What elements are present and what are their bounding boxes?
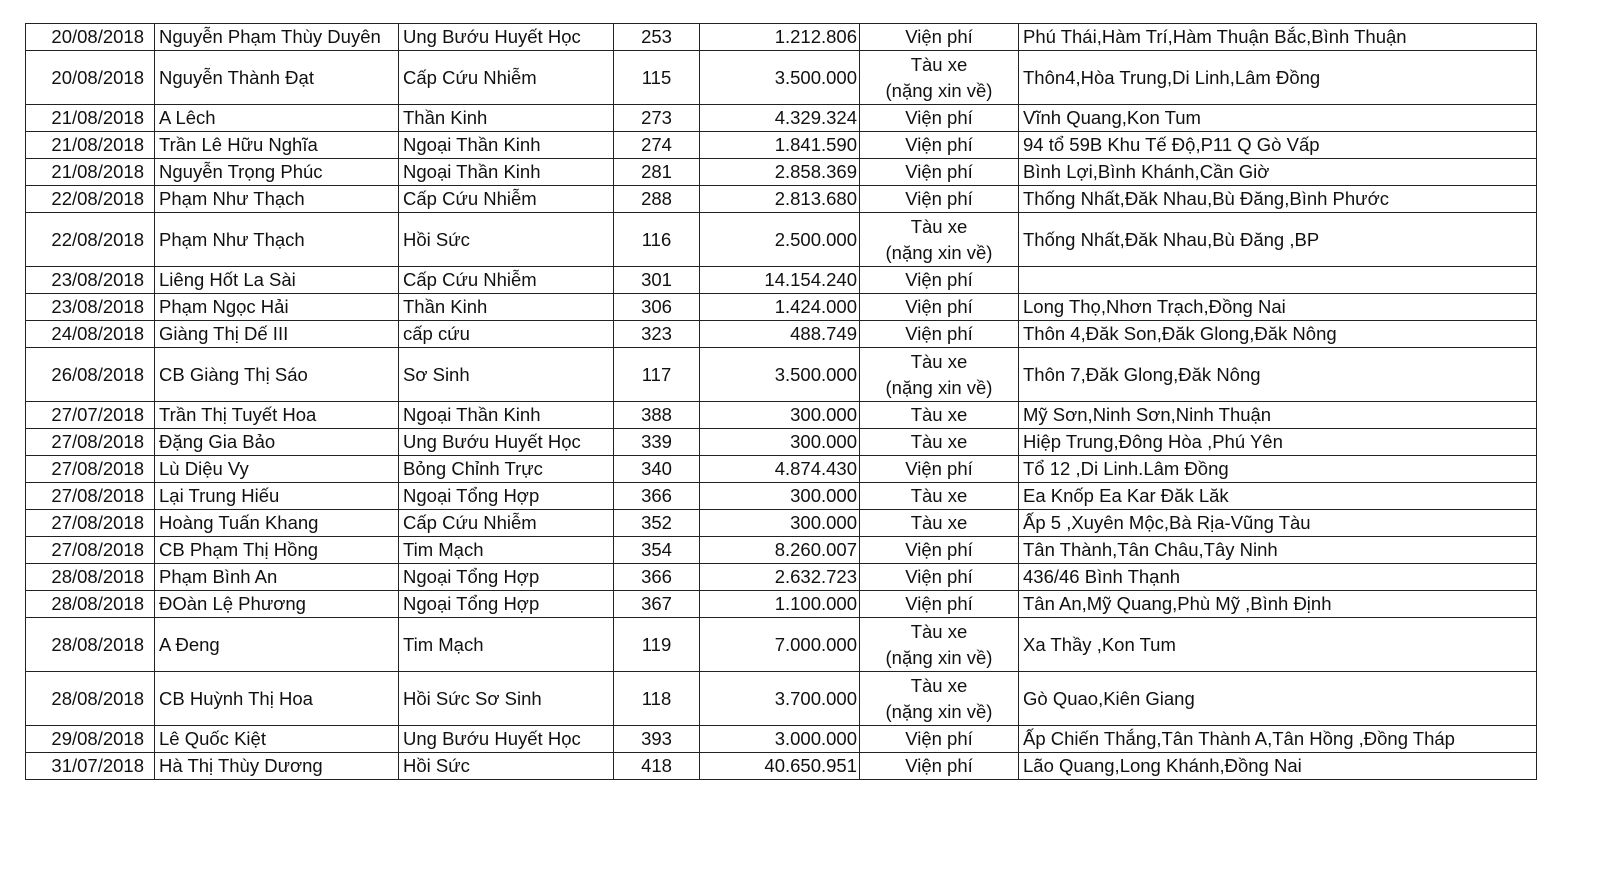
address-cell bbox=[1019, 267, 1537, 294]
type-line: Viện phí bbox=[905, 134, 973, 155]
type-line: Viện phí bbox=[905, 188, 973, 209]
amount-cell: 3.700.000 bbox=[700, 672, 860, 726]
date-cell: 23/08/2018 bbox=[26, 267, 155, 294]
department-cell: Thần Kinh bbox=[399, 105, 614, 132]
department-cell: Hồi Sức bbox=[399, 753, 614, 780]
number-cell: 366 bbox=[614, 483, 700, 510]
amount-cell: 3.500.000 bbox=[700, 348, 860, 402]
name-cell: CB Giàng Thị Sáo bbox=[155, 348, 399, 402]
type-cell bbox=[860, 753, 1019, 780]
type-cell bbox=[860, 267, 1019, 294]
type-line: Tàu xe bbox=[910, 512, 968, 533]
type-line: Viện phí bbox=[905, 296, 973, 317]
department-cell: Ung Bướu Huyết Học bbox=[399, 726, 614, 753]
type-line: Tàu xe bbox=[910, 485, 968, 506]
department-cell: Ngoại Thần Kinh bbox=[399, 132, 614, 159]
address-cell: Thống Nhất,Đăk Nhau,Bù Đăng ,BP bbox=[1019, 213, 1537, 267]
address-cell: Ấp 5 ,Xuyên Mộc,Bà Rịa-Vũng Tàu bbox=[1019, 510, 1537, 537]
table-row bbox=[26, 132, 1537, 159]
type-line: (nặng xin về) bbox=[885, 376, 993, 398]
type-cell bbox=[860, 321, 1019, 348]
amount-cell: 2.500.000 bbox=[700, 213, 860, 267]
type-line: Viện phí bbox=[905, 755, 973, 776]
table-row bbox=[26, 105, 1537, 132]
date-cell: 27/08/2018 bbox=[26, 429, 155, 456]
number-cell: 388 bbox=[614, 402, 700, 429]
number-cell: 115 bbox=[614, 51, 700, 105]
table-row bbox=[26, 537, 1537, 564]
name-cell: Nguyễn Trọng Phúc bbox=[155, 159, 399, 186]
date-cell: 29/08/2018 bbox=[26, 726, 155, 753]
department-cell: Thần Kinh bbox=[399, 294, 614, 321]
table-body bbox=[26, 24, 1537, 780]
address-cell: 436/46 Bình Thạnh bbox=[1019, 564, 1537, 591]
table-row bbox=[26, 726, 1537, 753]
name-cell: Nguyễn Thành Đạt bbox=[155, 51, 399, 105]
amount-cell: 300.000 bbox=[700, 483, 860, 510]
type-line: Tàu xe bbox=[910, 350, 968, 372]
date-cell: 28/08/2018 bbox=[26, 672, 155, 726]
name-cell: A Lêch bbox=[155, 105, 399, 132]
amount-cell: 2.813.680 bbox=[700, 186, 860, 213]
date-cell: 27/07/2018 bbox=[26, 402, 155, 429]
date-cell: 28/08/2018 bbox=[26, 618, 155, 672]
type-cell bbox=[860, 402, 1019, 429]
name-cell: Hà Thị Thùy Dương bbox=[155, 753, 399, 780]
department-cell: Ngoại Tổng Hợp bbox=[399, 564, 614, 591]
address-cell: Lão Quang,Long Khánh,Đồng Nai bbox=[1019, 753, 1537, 780]
table-row bbox=[26, 186, 1537, 213]
number-cell: 253 bbox=[614, 24, 700, 51]
type-line: Viện phí bbox=[905, 593, 973, 614]
department-cell: Hồi Sức Sơ Sinh bbox=[399, 672, 614, 726]
type-line: Tàu xe bbox=[910, 215, 968, 237]
table-row bbox=[26, 51, 1537, 105]
name-cell: A Đeng bbox=[155, 618, 399, 672]
table-row bbox=[26, 267, 1537, 294]
amount-cell: 300.000 bbox=[700, 510, 860, 537]
address-cell: Hiệp Trung,Đông Hòa ,Phú Yên bbox=[1019, 429, 1537, 456]
address-cell: Thống Nhất,Đăk Nhau,Bù Đăng,Bình Phước bbox=[1019, 186, 1537, 213]
date-cell: 27/08/2018 bbox=[26, 483, 155, 510]
table-row bbox=[26, 402, 1537, 429]
number-cell: 323 bbox=[614, 321, 700, 348]
department-cell: Ngoại Tổng Hợp bbox=[399, 483, 614, 510]
type-line: Viện phí bbox=[905, 458, 973, 479]
date-cell: 28/08/2018 bbox=[26, 564, 155, 591]
amount-cell: 300.000 bbox=[700, 402, 860, 429]
number-cell: 306 bbox=[614, 294, 700, 321]
name-cell: Giàng Thị Dế III bbox=[155, 321, 399, 348]
type-cell bbox=[860, 294, 1019, 321]
name-cell: Hoàng Tuấn Khang bbox=[155, 510, 399, 537]
number-cell: 352 bbox=[614, 510, 700, 537]
date-cell: 22/08/2018 bbox=[26, 186, 155, 213]
number-cell: 366 bbox=[614, 564, 700, 591]
address-cell: Thôn 4,Đăk Son,Đăk Glong,Đăk Nông bbox=[1019, 321, 1537, 348]
type-cell bbox=[860, 726, 1019, 753]
type-cell bbox=[860, 213, 1019, 267]
type-line: Viện phí bbox=[905, 107, 973, 128]
number-cell: 118 bbox=[614, 672, 700, 726]
address-cell: Tổ 12 ,Di Linh.Lâm Đồng bbox=[1019, 456, 1537, 483]
amount-cell: 4.329.324 bbox=[700, 105, 860, 132]
type-line: Tàu xe bbox=[910, 620, 968, 642]
type-cell bbox=[860, 429, 1019, 456]
number-cell: 281 bbox=[614, 159, 700, 186]
department-cell: Cấp Cứu Nhiễm bbox=[399, 510, 614, 537]
name-cell: Lù Diệu Vy bbox=[155, 456, 399, 483]
name-cell: CB Huỳnh Thị Hoa bbox=[155, 672, 399, 726]
address-cell: Long Thọ,Nhơn Trạch,Đồng Nai bbox=[1019, 294, 1537, 321]
amount-cell: 8.260.007 bbox=[700, 537, 860, 564]
address-cell: Ấp Chiến Thắng,Tân Thành A,Tân Hồng ,Đồng Tháp bbox=[1019, 726, 1537, 753]
amount-cell: 4.874.430 bbox=[700, 456, 860, 483]
number-cell: 119 bbox=[614, 618, 700, 672]
table-row bbox=[26, 672, 1537, 726]
department-cell: Tim Mạch bbox=[399, 537, 614, 564]
number-cell: 117 bbox=[614, 348, 700, 402]
type-line: Tàu xe bbox=[910, 674, 968, 696]
address-cell: Vĩnh Quang,Kon Tum bbox=[1019, 105, 1537, 132]
number-cell: 116 bbox=[614, 213, 700, 267]
name-cell: Trần Lê Hữu Nghĩa bbox=[155, 132, 399, 159]
table-row bbox=[26, 753, 1537, 780]
amount-cell: 1.841.590 bbox=[700, 132, 860, 159]
table-row bbox=[26, 564, 1537, 591]
department-cell: Ngoại Thần Kinh bbox=[399, 159, 614, 186]
department-cell: Ngoại Tổng Hợp bbox=[399, 591, 614, 618]
date-cell: 27/08/2018 bbox=[26, 510, 155, 537]
type-cell bbox=[860, 618, 1019, 672]
type-line: Tàu xe bbox=[910, 431, 968, 452]
name-cell: ĐOàn Lệ Phương bbox=[155, 591, 399, 618]
date-cell: 20/08/2018 bbox=[26, 24, 155, 51]
table-row bbox=[26, 591, 1537, 618]
name-cell: Lê Quốc Kiệt bbox=[155, 726, 399, 753]
date-cell: 31/07/2018 bbox=[26, 753, 155, 780]
date-cell: 26/08/2018 bbox=[26, 348, 155, 402]
table-row bbox=[26, 618, 1537, 672]
type-line: Tàu xe bbox=[910, 404, 968, 425]
type-line: Viện phí bbox=[905, 566, 973, 587]
type-cell bbox=[860, 159, 1019, 186]
name-cell: Phạm Ngọc Hải bbox=[155, 294, 399, 321]
type-cell bbox=[860, 348, 1019, 402]
number-cell: 418 bbox=[614, 753, 700, 780]
address-cell: Mỹ Sơn,Ninh Sơn,Ninh Thuận bbox=[1019, 402, 1537, 429]
type-cell bbox=[860, 672, 1019, 726]
type-cell bbox=[860, 186, 1019, 213]
type-cell bbox=[860, 483, 1019, 510]
number-cell: 367 bbox=[614, 591, 700, 618]
number-cell: 339 bbox=[614, 429, 700, 456]
table-row bbox=[26, 213, 1537, 267]
department-cell: Cấp Cứu Nhiễm bbox=[399, 51, 614, 105]
number-cell: 340 bbox=[614, 456, 700, 483]
date-cell: 22/08/2018 bbox=[26, 213, 155, 267]
name-cell: Phạm Như Thạch bbox=[155, 213, 399, 267]
table-row bbox=[26, 510, 1537, 537]
department-cell: Hồi Sức bbox=[399, 213, 614, 267]
department-cell: cấp cứu bbox=[399, 321, 614, 348]
type-cell bbox=[860, 51, 1019, 105]
table-row bbox=[26, 429, 1537, 456]
type-line: Viện phí bbox=[905, 539, 973, 560]
type-line: Tàu xe bbox=[910, 53, 968, 75]
number-cell: 301 bbox=[614, 267, 700, 294]
department-cell: Bỏng Chỉnh Trực bbox=[399, 456, 614, 483]
date-cell: 20/08/2018 bbox=[26, 51, 155, 105]
address-cell: Tân An,Mỹ Quang,Phù Mỹ ,Bình Định bbox=[1019, 591, 1537, 618]
table-row bbox=[26, 159, 1537, 186]
department-cell: Ung Bướu Huyết Học bbox=[399, 429, 614, 456]
amount-cell: 7.000.000 bbox=[700, 618, 860, 672]
name-cell: Trần Thị Tuyết Hoa bbox=[155, 402, 399, 429]
address-cell: Gò Quao,Kiên Giang bbox=[1019, 672, 1537, 726]
number-cell: 288 bbox=[614, 186, 700, 213]
amount-cell: 3.500.000 bbox=[700, 51, 860, 105]
table-row bbox=[26, 348, 1537, 402]
type-line: Viện phí bbox=[905, 323, 973, 344]
table-row bbox=[26, 24, 1537, 51]
date-cell: 28/08/2018 bbox=[26, 591, 155, 618]
amount-cell: 300.000 bbox=[700, 429, 860, 456]
address-cell: 94 tổ 59B Khu Tế Độ,P11 Q Gò Vấp bbox=[1019, 132, 1537, 159]
type-line: Viện phí bbox=[905, 728, 973, 749]
type-line: Viện phí bbox=[905, 161, 973, 182]
table-row bbox=[26, 294, 1537, 321]
amount-cell: 2.632.723 bbox=[700, 564, 860, 591]
type-line: (nặng xin về) bbox=[885, 700, 993, 722]
name-cell: Đặng Gia Bảo bbox=[155, 429, 399, 456]
date-cell: 23/08/2018 bbox=[26, 294, 155, 321]
date-cell: 21/08/2018 bbox=[26, 132, 155, 159]
department-cell: Ngoại Thần Kinh bbox=[399, 402, 614, 429]
name-cell: Liêng Hốt La Sài bbox=[155, 267, 399, 294]
table-row bbox=[26, 321, 1537, 348]
name-cell: CB Phạm Thị Hồng bbox=[155, 537, 399, 564]
date-cell: 27/08/2018 bbox=[26, 456, 155, 483]
amount-cell: 1.100.000 bbox=[700, 591, 860, 618]
department-cell: Tim Mạch bbox=[399, 618, 614, 672]
amount-cell: 2.858.369 bbox=[700, 159, 860, 186]
amount-cell: 3.000.000 bbox=[700, 726, 860, 753]
address-cell: Xa Thầy ,Kon Tum bbox=[1019, 618, 1537, 672]
address-cell: Tân Thành,Tân Châu,Tây Ninh bbox=[1019, 537, 1537, 564]
amount-cell: 1.212.806 bbox=[700, 24, 860, 51]
number-cell: 393 bbox=[614, 726, 700, 753]
type-cell bbox=[860, 564, 1019, 591]
amount-cell: 488.749 bbox=[700, 321, 860, 348]
type-cell bbox=[860, 132, 1019, 159]
department-cell: Ung Bướu Huyết Học bbox=[399, 24, 614, 51]
number-cell: 354 bbox=[614, 537, 700, 564]
date-cell: 21/08/2018 bbox=[26, 105, 155, 132]
type-cell bbox=[860, 105, 1019, 132]
department-cell: Cấp Cứu Nhiễm bbox=[399, 267, 614, 294]
type-line: Viện phí bbox=[905, 26, 973, 47]
name-cell: Lại Trung Hiếu bbox=[155, 483, 399, 510]
date-cell: 21/08/2018 bbox=[26, 159, 155, 186]
name-cell: Phạm Như Thạch bbox=[155, 186, 399, 213]
address-cell: Phú Thái,Hàm Trí,Hàm Thuận Bắc,Bình Thuận bbox=[1019, 24, 1537, 51]
type-cell bbox=[860, 537, 1019, 564]
department-cell: Cấp Cứu Nhiễm bbox=[399, 186, 614, 213]
address-cell: Bình Lợi,Bình Khánh,Cần Giờ bbox=[1019, 159, 1537, 186]
number-cell: 274 bbox=[614, 132, 700, 159]
department-cell: Sơ Sinh bbox=[399, 348, 614, 402]
amount-cell: 14.154.240 bbox=[700, 267, 860, 294]
amount-cell: 1.424.000 bbox=[700, 294, 860, 321]
type-cell bbox=[860, 24, 1019, 51]
name-cell: Nguyễn Phạm Thùy Duyên bbox=[155, 24, 399, 51]
table-row bbox=[26, 483, 1537, 510]
type-line: (nặng xin về) bbox=[885, 646, 993, 668]
address-cell: Thôn 7,Đăk Glong,Đăk Nông bbox=[1019, 348, 1537, 402]
type-cell bbox=[860, 591, 1019, 618]
address-cell: Thôn4,Hòa Trung,Di Linh,Lâm Đồng bbox=[1019, 51, 1537, 105]
type-cell bbox=[860, 456, 1019, 483]
type-line: (nặng xin về) bbox=[885, 241, 993, 263]
address-cell: Ea Knốp Ea Kar Đăk Lăk bbox=[1019, 483, 1537, 510]
name-cell: Phạm Bình An bbox=[155, 564, 399, 591]
date-cell: 27/08/2018 bbox=[26, 537, 155, 564]
number-cell: 273 bbox=[614, 105, 700, 132]
type-line: (nặng xin về) bbox=[885, 79, 993, 101]
type-cell bbox=[860, 510, 1019, 537]
type-line: Viện phí bbox=[905, 269, 973, 290]
date-cell: 24/08/2018 bbox=[26, 321, 155, 348]
records-table bbox=[25, 23, 1537, 780]
table-row bbox=[26, 456, 1537, 483]
amount-cell: 40.650.951 bbox=[700, 753, 860, 780]
